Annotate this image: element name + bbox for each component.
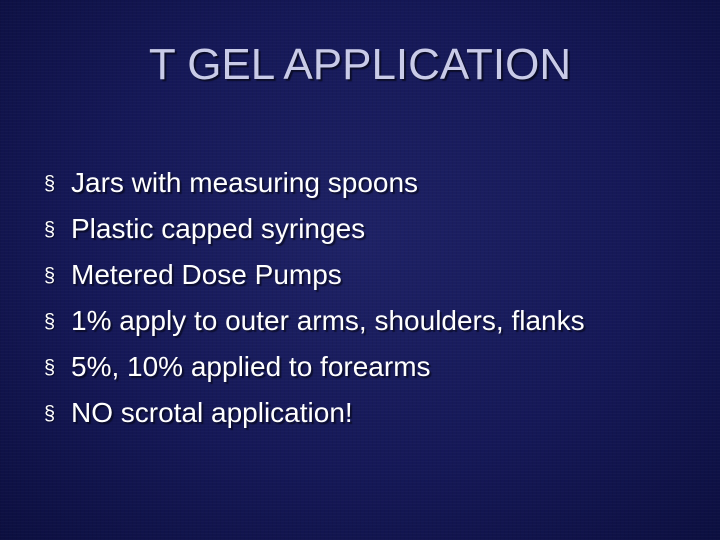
- section-sign-bullet-icon: §: [44, 311, 56, 333]
- bullet-text: NO scrotal application!: [71, 397, 353, 428]
- section-sign-bullet-icon: §: [44, 173, 56, 195]
- bullet-item: [44, 160, 585, 206]
- section-sign-bullet-icon: §: [44, 219, 56, 241]
- section-sign-bullet-icon: §: [44, 357, 56, 379]
- bullet-list: [44, 160, 585, 436]
- bullet-item: [44, 390, 585, 436]
- section-sign-bullet-icon: §: [44, 403, 56, 425]
- bullet-item: [44, 344, 585, 390]
- bullet-item: [44, 298, 585, 344]
- bullet-text: 1% apply to outer arms, shoulders, flanks: [71, 305, 585, 336]
- bullet-text: Jars with measuring spoons: [71, 167, 419, 198]
- section-sign-bullet-icon: §: [44, 265, 56, 287]
- bullet-text: Plastic capped syringes: [71, 213, 366, 244]
- bullet-text: 5%, 10% applied to forearms: [71, 351, 431, 382]
- bullet-text: Metered Dose Pumps: [71, 259, 342, 290]
- slide-title: T GEL APPLICATION: [148, 40, 572, 89]
- bullet-item: [44, 252, 585, 298]
- bullet-item: [44, 206, 585, 252]
